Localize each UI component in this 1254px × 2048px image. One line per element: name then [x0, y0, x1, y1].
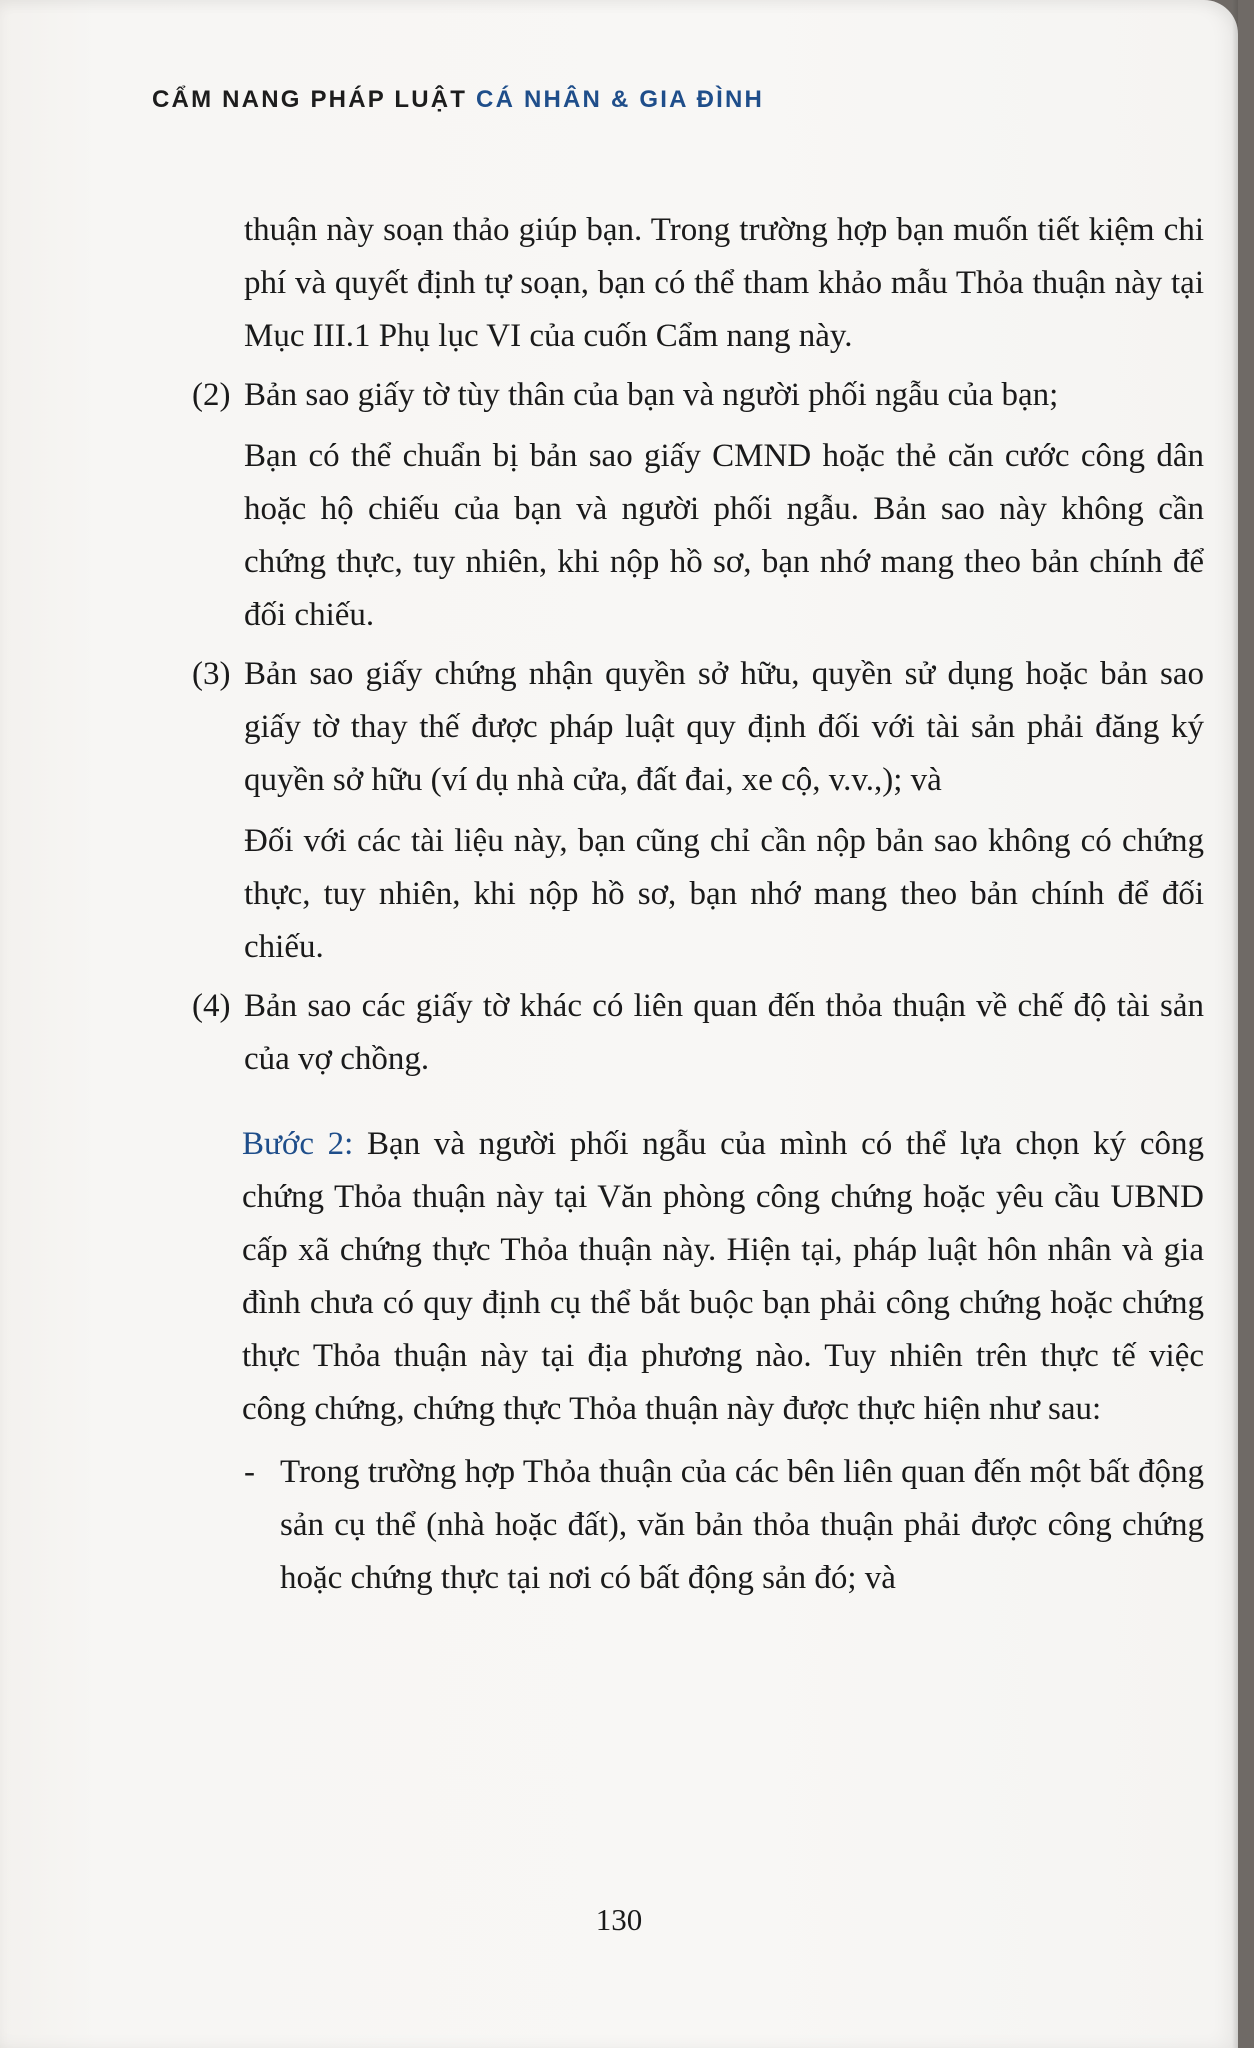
header-title-main: CẨM NANG PHÁP LUẬT: [152, 86, 468, 113]
list-item-text: Bản sao các giấy tờ khác có liên quan đến thỏa thuận về chế độ tài sản của vợ chồng.: [244, 988, 1204, 1077]
list-item-4: [192, 980, 1204, 1086]
bullet-item: [244, 1446, 1204, 1605]
step-2-text: Bạn và người phối ngẫu của mình có thể lựa chọn ký công chứng Thỏa thuận này tại Văn phòng công chứng hoặc yêu cầu UBND cấp xã chứng thực Thỏa thuận này. Hiện tại, pháp luật hôn nhân và gia đình chưa có quy định cụ thể bắt buộc bạn phải công chứng hoặc chứng thực Thỏa thuận này tại địa phương nào. Tuy nhiên trên thực tế việc công chứng, chứng thực Thỏa thuận này được thực hiện như sau:: [242, 1126, 1204, 1427]
list-item-number: (4): [192, 988, 231, 1024]
page-number: 130: [595, 1902, 643, 1937]
step-2-label: Bước 2:: [242, 1126, 354, 1162]
step-2-paragraph: [242, 1118, 1204, 1436]
list-item-text: Bản sao giấy tờ tùy thân của bạn và người phối ngẫu của bạn;: [244, 377, 1059, 413]
page-body: [192, 204, 1204, 1605]
list-item-number: (2): [192, 377, 231, 413]
header-title-accent: CÁ NHÂN & GIA ĐÌNH: [476, 86, 765, 113]
intro-paragraph: thuận này soạn thảo giúp bạn. Trong trường hợp bạn muốn tiết kiệm chi phí và quyết định tự soạn, bạn có thể tham khảo mẫu Thỏa thuận này tại Mục III.1 Phụ lục VI của cuốn Cẩm nang này.: [244, 212, 1204, 354]
list-item-note: Đối với các tài liệu này, bạn cũng chỉ cần nộp bản sao không có chứng thực, tuy nhiên, khi nộp hồ sơ, bạn nhớ mang theo bản chính để đối chiếu.: [244, 823, 1204, 965]
list-item-note: Bạn có thể chuẩn bị bản sao giấy CMND hoặc thẻ căn cước công dân hoặc hộ chiếu của bạn và người phối ngẫu. Bản sao này không cần chứng thực, tuy nhiên, khi nộp hồ sơ, bạn nhớ mang theo bản chính để đối chiếu.: [244, 438, 1204, 633]
list-item-3: [192, 648, 1204, 974]
running-header: [152, 86, 764, 114]
list-item-number: (3): [192, 656, 231, 692]
bullet-dash: -: [244, 1454, 255, 1490]
list-item-2: [192, 369, 1204, 642]
list-item-text: Bản sao giấy chứng nhận quyền sở hữu, quyền sử dụng hoặc bản sao giấy tờ thay thế được pháp luật quy định đối với tài sản phải đăng ký quyền sở hữu (ví dụ nhà cửa, đất đai, xe cộ, v.v.,); và: [244, 656, 1204, 798]
bullet-text: Trong trường hợp Thỏa thuận của các bên liên quan đến một bất động sản cụ thể (nhà hoặc đất), văn bản thỏa thuận phải được công chứng hoặc chứng thực tại nơi có bất động sản đó; và: [280, 1454, 1204, 1596]
